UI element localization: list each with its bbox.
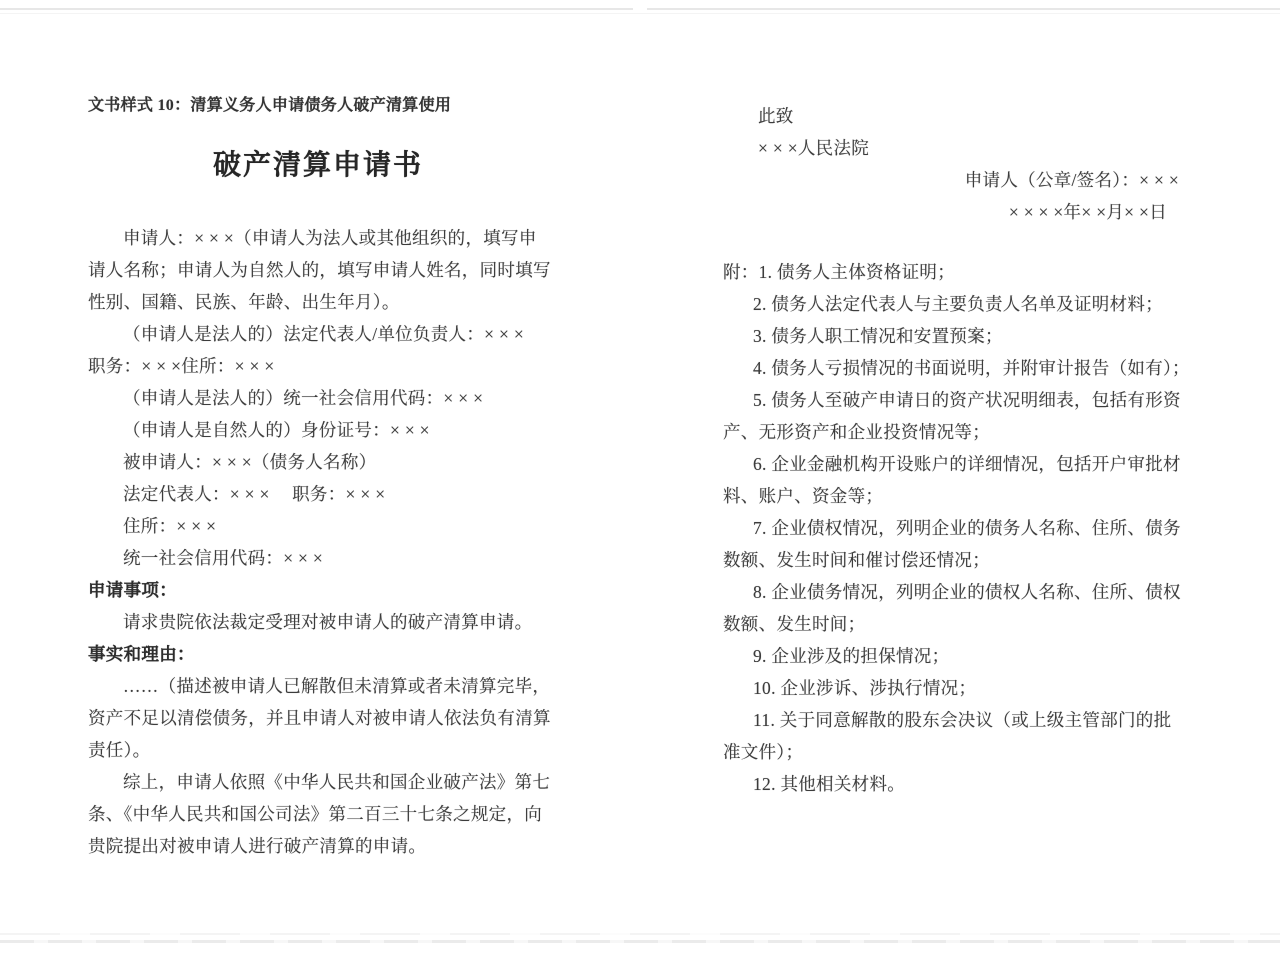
page-left-body	[88, 222, 551, 862]
text-line: 6. 企业金融机构开设账户的详细情况，包括开户审批材	[753, 454, 1181, 474]
text-line: 职务：× × ×住所：× × ×	[88, 356, 275, 376]
text-line: 请求贵院依法裁定受理对被申请人的破产清算申请。	[123, 612, 533, 632]
text-line: 被申请人：× × ×（债务人名称）	[123, 452, 377, 472]
text-line: 准文件）；	[723, 742, 804, 762]
text-line: （申请人是法人的）统一社会信用代码：× × ×	[123, 388, 484, 408]
page-right	[723, 100, 1190, 800]
text-line: 资产不足以清偿债务，并且申请人对被申请人依法负有清算	[88, 708, 551, 728]
text-line: 12. 其他相关材料。	[753, 774, 906, 794]
text-line: 3. 债务人职工情况和安置预案；	[753, 326, 1003, 346]
page-top-edge-line-left	[0, 8, 633, 10]
text-line: 7. 企业债权情况，列明企业的债务人名称、住所、债务	[753, 518, 1181, 538]
text-line: （申请人是法人的）法定代表人/单位负责人：× × ×	[123, 324, 525, 344]
text-line: 10. 企业涉诉、涉执行情况；	[753, 678, 977, 698]
text-line: 申请人：× × ×（申请人为法人或其他组织的，填写申	[123, 228, 537, 248]
text-line: 数额、发生时间和催讨偿还情况；	[723, 550, 990, 570]
text-line: 数额、发生时间；	[723, 614, 866, 634]
text-line: 5. 债务人至破产申请日的资产状况明细表，包括有形资	[753, 390, 1181, 410]
text-line: 性别、国籍、民族、年龄、出生年月）。	[88, 292, 400, 312]
text-line: 责任）。	[88, 740, 151, 760]
text-line: 综上，申请人依照《中华人民共和国企业破产法》第七	[123, 772, 551, 792]
text-line: 8. 企业债务情况，列明企业的债权人名称、住所、债权	[753, 582, 1181, 602]
page-top-edge-line-right	[647, 8, 1280, 10]
page-left	[88, 94, 551, 862]
text-line: 统一社会信用代码：× × ×	[123, 548, 324, 568]
next-page-edge-line	[0, 940, 1280, 943]
text-line: 法定代表人：× × × 职务：× × ×	[123, 484, 386, 504]
text-line: 9. 企业涉及的担保情况；	[753, 646, 950, 666]
text-line: 产、无形资产和企业投资情况等；	[723, 422, 990, 442]
doc-title: 破产清算申请书	[212, 150, 423, 181]
text-line: 请人名称；申请人为自然人的，填写申请人姓名，同时填写	[88, 260, 551, 280]
text-line: （申请人是自然人的）身份证号：× × ×	[123, 420, 430, 440]
text-line: 条、《中华人民共和国公司法》第二百三十七条之规定，向	[88, 804, 543, 824]
text-line: × × × ×年× ×月× ×日	[1008, 202, 1167, 222]
text-line: ……（描述被申请人已解散但未清算或者未清算完毕，	[123, 676, 551, 696]
text-line: 2. 债务人法定代表人与主要负责人名单及证明材料；	[753, 294, 1163, 314]
page-right-body	[723, 100, 1190, 800]
text-line: × × ×人民法院	[758, 138, 870, 158]
text-line: 此致	[758, 106, 794, 126]
text-line: 事实和理由：	[88, 644, 195, 664]
text-line: 申请事项：	[88, 580, 177, 600]
doc-style-label: 文书样式 10：清算义务人申请债务人破产清算使用	[88, 97, 452, 114]
page-top-edge-shadow	[0, 13, 1280, 14]
text-line: 贵院提出对被申请人进行破产清算的申请。	[88, 836, 427, 856]
next-page-edge-shadow	[0, 933, 1280, 935]
text-line: 附：1. 债务人主体资格证明；	[723, 262, 955, 282]
text-line: 4. 债务人亏损情况的书面说明，并附审计报告（如有）；	[753, 358, 1190, 378]
text-line: 11. 关于同意解散的股东会决议（或上级主管部门的批	[753, 710, 1172, 730]
text-line: 住所：× × ×	[123, 516, 217, 536]
text-line: 料、账户、资金等；	[723, 486, 884, 506]
text-line: 申请人（公章/签名）：× × ×	[964, 170, 1179, 190]
